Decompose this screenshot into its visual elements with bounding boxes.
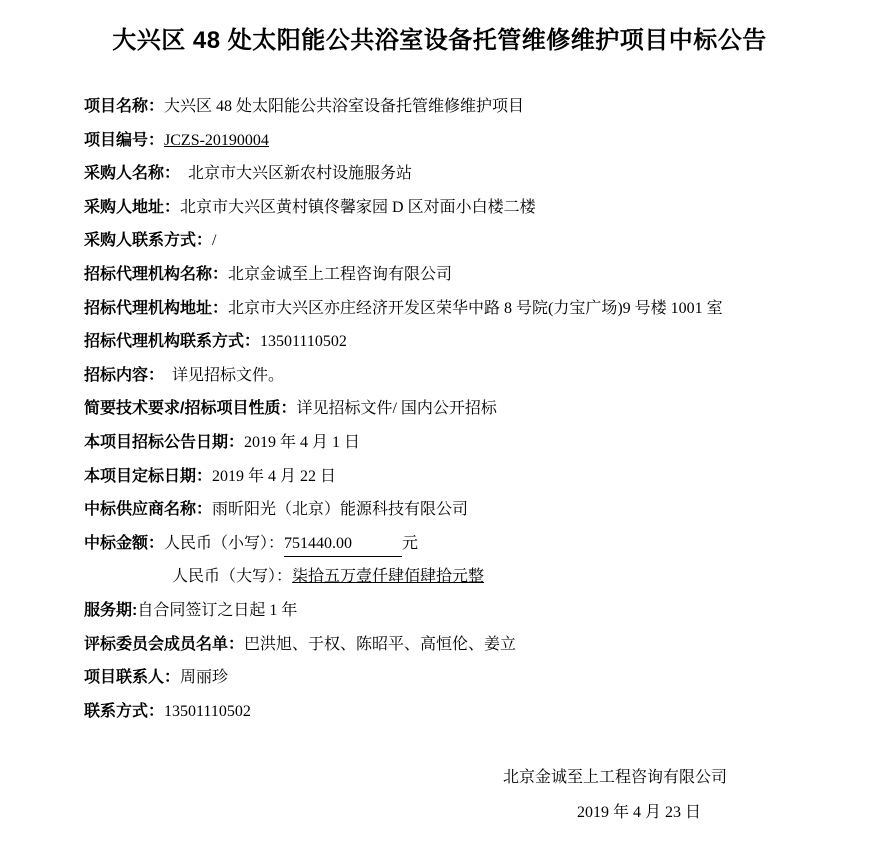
field-value: 2019 年 4 月 1 日	[244, 433, 361, 451]
signature-company: 北京金诚至上工程咨询有限公司	[503, 769, 728, 786]
field-row	[84, 633, 723, 667]
field-value: /	[212, 232, 217, 250]
field-row	[84, 196, 723, 230]
amount-small-value: 751440.00	[284, 532, 402, 557]
field-value: 大兴区 48 处太阳能公共浴室设备托管维修维护项目	[164, 98, 525, 115]
field-label: 招标代理机构联系方式：	[84, 333, 261, 351]
field-amount-big	[84, 565, 723, 599]
field-row	[84, 229, 723, 263]
field-label: 项目名称：	[84, 98, 165, 115]
field-label: 服务期:	[84, 601, 138, 619]
field-row	[84, 330, 723, 364]
field-label: 招标代理机构地址：	[84, 299, 229, 317]
field-row	[84, 431, 723, 465]
field-value: JCZS-20190004	[164, 131, 269, 149]
field-amount-small	[84, 532, 723, 566]
field-value: 雨昕阳光（北京）能源科技有限公司	[212, 501, 469, 519]
field-value: 自合同签订之日起 1 年	[137, 601, 298, 619]
field-value: 13501110502	[260, 333, 347, 351]
field-row	[84, 129, 723, 163]
field-label: 招标内容：	[84, 366, 165, 384]
field-row	[84, 95, 723, 129]
field-value: 北京市大兴区黄村镇佟馨家园 D 区对面小白楼二楼	[180, 198, 536, 216]
field-label: 项目联系人：	[84, 669, 181, 687]
page-title: 大兴区 48 处太阳能公共浴室设备托管维修维护项目中标公告	[112, 27, 767, 54]
amount-big-label: 人民币（大写）：	[172, 568, 293, 586]
amount-big-value: 柒拾五万壹仟肆佰肆拾元整	[292, 568, 485, 586]
field-value: 北京金诚至上工程咨询有限公司	[228, 265, 453, 283]
field-row	[84, 700, 723, 734]
amount-unit: 元	[402, 534, 419, 552]
field-row	[84, 666, 723, 700]
field-value: 详见招标文件/ 国内公开招标	[296, 400, 497, 418]
field-label: 中标供应商名称：	[84, 501, 213, 519]
field-row	[84, 465, 723, 499]
field-value: 北京市大兴区亦庄经济开发区荣华中路 8 号院(力宝广场)9 号楼 1001 室	[228, 299, 723, 317]
field-value: 巴洪旭、于权、陈昭平、高恒伦、姜立	[244, 635, 517, 653]
field-row	[84, 498, 723, 532]
field-label: 采购人名称：	[84, 165, 181, 183]
announcement-body	[84, 95, 723, 733]
field-label: 本项目定标日期：	[84, 467, 213, 485]
field-row	[84, 599, 723, 633]
field-row	[84, 297, 723, 331]
field-value: 13501110502	[164, 702, 251, 720]
field-label: 采购人联系方式：	[84, 232, 213, 250]
field-row	[84, 162, 723, 196]
field-label: 采购人地址：	[84, 198, 181, 216]
field-label: 评标委员会成员名单：	[84, 635, 245, 653]
field-row	[84, 397, 723, 431]
field-row	[84, 263, 723, 297]
field-row	[84, 364, 723, 398]
field-value: 2019 年 4 月 22 日	[212, 467, 337, 485]
field-label: 本项目招标公告日期：	[84, 433, 245, 451]
field-label: 中标金额：	[84, 534, 165, 552]
field-value: 详见招标文件。	[164, 366, 285, 384]
field-value: 周丽珍	[180, 669, 229, 687]
field-label: 简要技术要求/招标项目性质：	[84, 400, 297, 418]
signature-date: 2019 年 4 月 23 日	[577, 804, 702, 821]
amount-small-label: 人民币（小写）：	[164, 534, 285, 552]
field-label: 项目编号：	[84, 131, 165, 149]
field-label: 联系方式：	[84, 702, 165, 720]
field-label: 招标代理机构名称：	[84, 265, 229, 283]
field-value: 北京市大兴区新农村设施服务站	[180, 165, 413, 183]
